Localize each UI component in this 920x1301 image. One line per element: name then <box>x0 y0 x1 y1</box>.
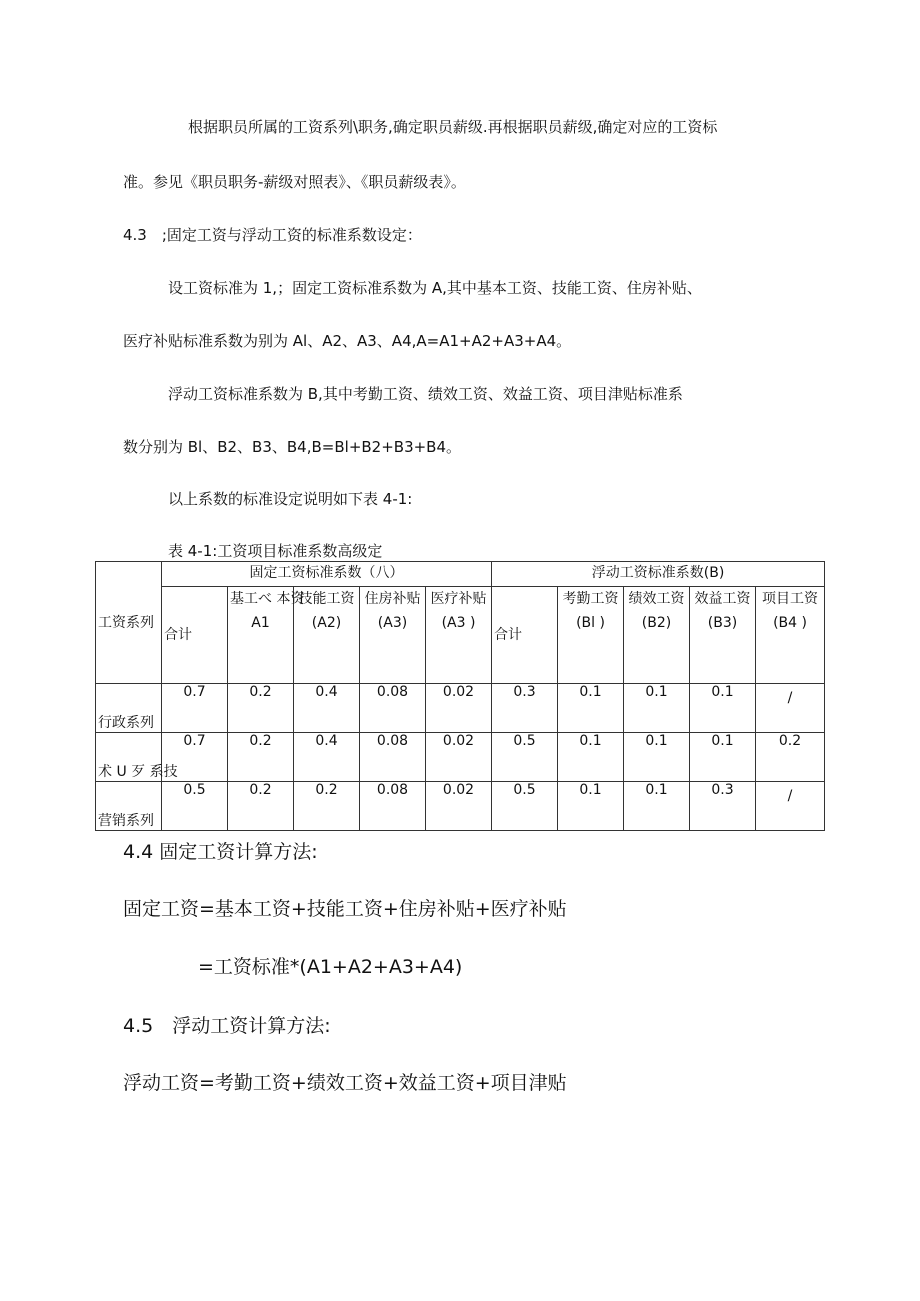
column-header: 技能工资 (A2) <box>294 587 360 684</box>
table-cell: 0.08 <box>360 733 426 782</box>
column-header: 考勤工资 (Bl ) <box>558 587 624 684</box>
table-cell: / <box>756 684 825 733</box>
table-cell: 0.1 <box>558 782 624 831</box>
column-header: 基工べ 本资 A1 <box>228 587 294 684</box>
table-cell: 0.08 <box>360 684 426 733</box>
table-cell: 0.2 <box>294 782 360 831</box>
fixed-wage-formula-continued: =工资标准*(A1+A2+A3+A4) <box>198 956 463 978</box>
table-cell: 0.1 <box>624 733 690 782</box>
table-cell: 0.1 <box>624 684 690 733</box>
table-cell: 0.1 <box>558 684 624 733</box>
table-corner-header: 工资系列 <box>96 562 162 684</box>
column-header: 效益工资 (B3) <box>690 587 756 684</box>
row-header: 营销系列 <box>96 782 162 831</box>
table-column-header-row <box>96 587 825 684</box>
table-cell: 0.7 <box>162 684 228 733</box>
table-cell: / <box>756 782 825 831</box>
table-cell: 0.2 <box>228 733 294 782</box>
section-4-4-heading: 4.4 固定工资计算方法: <box>123 841 318 863</box>
section-4-5-heading: 4.5 浮动工资计算方法: <box>123 1015 331 1037</box>
table-cell: 0.4 <box>294 733 360 782</box>
paragraph-2: 准。参见《职员职务-薪级对照表》、《职员薪级表》。 <box>123 173 466 191</box>
table-group-header-row <box>96 562 825 587</box>
table-cell: 0.5 <box>162 782 228 831</box>
fixed-wage-group-header: 固定工资标准系数（八） <box>162 562 492 587</box>
wage-coefficient-table <box>95 561 825 831</box>
table-cell: 0.5 <box>492 733 558 782</box>
column-header: 住房补贴 (A3) <box>360 587 426 684</box>
table-cell: 0.7 <box>162 733 228 782</box>
paragraph-4: 医疗补贴标准系数为别为 Al、A2、A3、A4,A=A1+A2+A3+A4。 <box>123 332 572 350</box>
column-header: 项目工资 (B4 ) <box>756 587 825 684</box>
column-header: 合计 <box>162 587 228 684</box>
float-wage-group-header: 浮动工资标准系数(B) <box>492 562 825 587</box>
paragraph-6: 数分别为 Bl、B2、B3、B4,B=Bl+B2+B3+B4。 <box>123 438 462 456</box>
table-cell: 0.2 <box>228 684 294 733</box>
column-header: 合计 <box>492 587 558 684</box>
table-cell: 0.2 <box>228 782 294 831</box>
table-cell: 0.5 <box>492 782 558 831</box>
column-header: 绩效工资 (B2) <box>624 587 690 684</box>
table-row <box>96 782 825 831</box>
row-header: 行政系列 <box>96 684 162 733</box>
table-cell: 0.02 <box>426 782 492 831</box>
table-cell: 0.1 <box>624 782 690 831</box>
table-cell: 0.1 <box>690 733 756 782</box>
table-cell: 0.02 <box>426 684 492 733</box>
fixed-wage-formula: 固定工资=基本工资+技能工资+住房补贴+医疗补贴 <box>123 898 567 920</box>
paragraph-5: 浮动工资标准系数为 B,其中考勤工资、绩效工资、效益工资、项目津贴标准系 <box>168 385 683 403</box>
table-cell: 0.3 <box>690 782 756 831</box>
table-cell: 0.1 <box>690 684 756 733</box>
table-cell: 0.3 <box>492 684 558 733</box>
section-4-3-heading: 4.3 ;固定工资与浮动工资的标准系数设定： <box>123 226 422 244</box>
float-wage-formula: 浮动工资=考勤工资+绩效工资+效益工资+项目津贴 <box>123 1072 567 1094</box>
table-row <box>96 684 825 733</box>
table-cell: 0.08 <box>360 782 426 831</box>
table-caption: 表 4-1:工资项目标准系数高级定 <box>168 542 383 560</box>
paragraph-3: 设工资标准为 1,；固定工资标准系数为 A,其中基本工资、技能工资、住房补贴、 <box>168 279 702 297</box>
table-cell: 0.1 <box>558 733 624 782</box>
table-cell: 0.02 <box>426 733 492 782</box>
table-row <box>96 733 825 782</box>
column-header: 医疗补贴 (A3 ) <box>426 587 492 684</box>
row-header: 术 U 歹 系技 <box>96 733 162 782</box>
table-cell: 0.4 <box>294 684 360 733</box>
paragraph-1: 根据职员所属的工资系列\职务,确定职员薪级.再根据职员薪级,确定对应的工资标 <box>188 118 718 136</box>
table-cell: 0.2 <box>756 733 825 782</box>
paragraph-7: 以上系数的标准设定说明如下表 4-1: <box>168 490 413 508</box>
